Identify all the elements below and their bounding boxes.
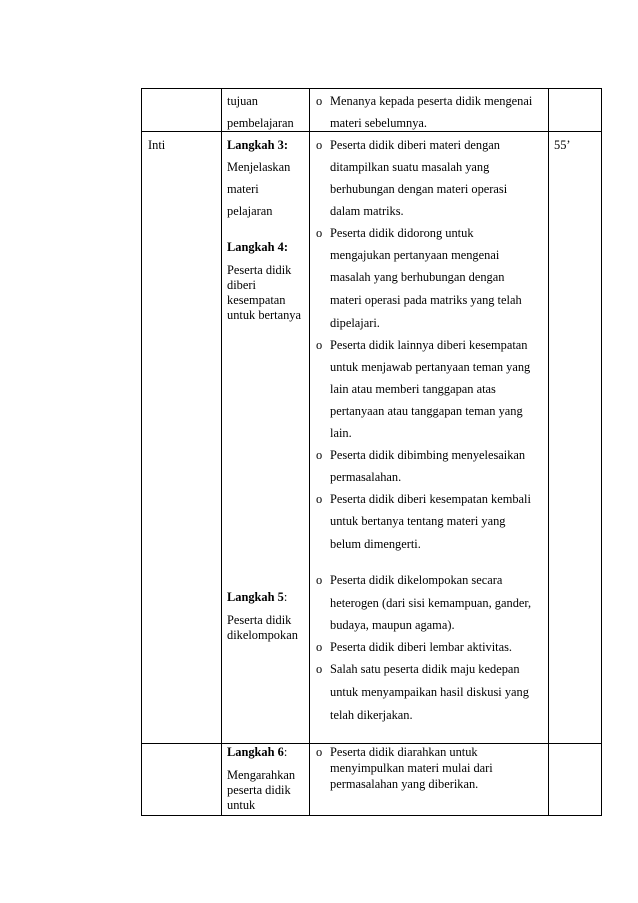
activity-line: telah dikerjakan. [330, 708, 413, 722]
activity-line: lain. [330, 426, 352, 440]
bullet-circle-icon: o [316, 745, 323, 759]
bullet-circle-icon: o [316, 640, 323, 654]
bullet-circle-icon: o [316, 492, 323, 506]
step-desc-line: kesempatan [227, 293, 286, 307]
step-cell-line: tujuan [227, 94, 258, 108]
activity-line: Peserta didik dikelompokan secara [330, 573, 503, 587]
activity-line: heterogen (dari sisi kemampuan, gander, [330, 596, 532, 610]
step-desc-line: Peserta didik [227, 263, 292, 277]
activity-line: ditampilkan suatu masalah yang [330, 160, 490, 174]
activity-line: permasalahan yang diberikan. [330, 777, 479, 791]
step-desc-line: dikelompokan [227, 628, 298, 642]
activity-line: materi operasi pada matriks yang telah [330, 293, 522, 307]
activity-line: dalam matriks. [330, 204, 404, 218]
activity-line: permasalahan. [330, 470, 402, 484]
activity-line: untuk menyampaikan hasil diskusi yang [330, 685, 529, 699]
step-desc-line: peserta didik [227, 783, 291, 797]
activity-line: belum dimengerti. [330, 537, 421, 551]
step-title: Langkah 6: [227, 745, 288, 759]
step-desc-line: pelajaran [227, 204, 273, 218]
step-desc-line: untuk [227, 798, 256, 812]
time-label: 55’ [554, 138, 571, 152]
step-desc-line: Peserta didik [227, 613, 292, 627]
activity-line: Peserta didik didorong untuk [330, 226, 474, 240]
step-cell-line: pembelajaran [227, 116, 294, 130]
activity-line: budaya, maupun agama). [330, 618, 455, 632]
activity-line: masalah yang berhubungan dengan [330, 270, 505, 284]
column-divider [309, 89, 310, 815]
activity-line: Menanya kepada peserta didik mengenai [330, 94, 533, 108]
activity-line: untuk menjawab pertanyaan teman yang [330, 360, 531, 374]
activity-line: Peserta didik lainnya diberi kesempatan [330, 338, 528, 352]
activity-line: dipelajari. [330, 316, 380, 330]
bullet-circle-icon: o [316, 338, 323, 352]
column-divider [221, 89, 222, 815]
step-title: Langkah 3: [227, 138, 288, 152]
lesson-plan-table [141, 88, 602, 816]
activity-line: Peserta didik diberi materi dengan [330, 138, 500, 152]
bullet-circle-icon: o [316, 573, 323, 587]
step-desc-line: diberi [227, 278, 256, 292]
activity-line: berhubungan dengan materi operasi [330, 182, 508, 196]
activity-line: materi sebelumnya. [330, 116, 428, 130]
column-divider [548, 89, 549, 815]
step-desc-line: untuk bertanya [227, 308, 301, 322]
step-title: Langkah 5: [227, 590, 288, 604]
activity-line: Peserta didik diberi lembar aktivitas. [330, 640, 513, 654]
step-desc-line: Mengarahkan [227, 768, 296, 782]
phase-label: Inti [148, 138, 166, 152]
row-divider [142, 743, 601, 744]
activity-line: lain atau memberi tanggapan atas [330, 382, 496, 396]
activity-line: mengajukan pertanyaan mengenai [330, 248, 500, 262]
step-desc-line: Menjelaskan [227, 160, 291, 174]
bullet-circle-icon: o [316, 226, 323, 240]
activity-line: menyimpulkan materi mulai dari [330, 761, 493, 775]
activity-line: Peserta didik dibimbing menyelesaikan [330, 448, 526, 462]
step-desc-line: materi [227, 182, 259, 196]
activity-line: pertanyaan atau tanggapan teman yang [330, 404, 523, 418]
activity-line: untuk bertanya tentang materi yang [330, 514, 506, 528]
bullet-circle-icon: o [316, 138, 323, 152]
bullet-circle-icon: o [316, 94, 323, 108]
bullet-circle-icon: o [316, 662, 323, 676]
row-divider [142, 131, 601, 132]
bullet-circle-icon: o [316, 448, 323, 462]
activity-line: Salah satu peserta didik maju kedepan [330, 662, 520, 676]
activity-line: Peserta didik diberi kesempatan kembali [330, 492, 531, 506]
step-title: Langkah 4: [227, 240, 288, 254]
activity-line: Peserta didik diarahkan untuk [330, 745, 478, 759]
